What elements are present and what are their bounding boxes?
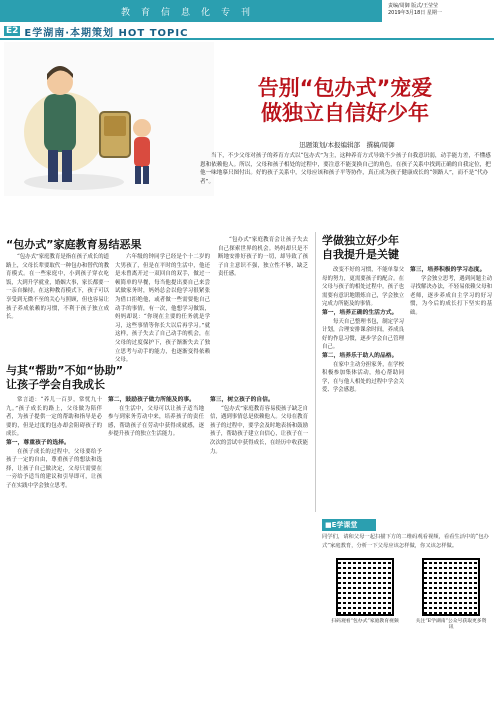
article1-para1: “包办式”家庭教育是指在孩子成长的道路上，父母长辈要取代一种包办和替代的教育模式。在一些家庭中，小到孩子穿衣吃饭，大到升学就业，婚姻大事，家长都要一一亲自操持。在这种教育模式下，孩子可以享受到无微不至的关心与照顾，但也容易让孩子养成依赖的习惯，不利于孩子独立成长。 <box>6 254 109 321</box>
article2-para3: “包办式”家庭教育容易使孩子缺乏自信，遇到事情总是依赖他人。父母在教育孩子的过程中，要学会及时地表扬和鼓励孩子，帮助孩子建立自信心，让孩子在一次次的尝试中获得成长，在经历中收获能力。 <box>210 405 308 455</box>
article2-lead: 常言道：“养儿一百岁，常忧九十九。”孩子成长的路上，父母做为陪伴者，为孩子提供一定的帮助和指导是必要的，但是过度的包办却会阻碍孩子的成长。 <box>6 397 102 438</box>
masthead-editor: 责编/周御 版式/王莹莹 <box>388 3 438 9</box>
article2-sub2: 第二，鼓励孩子做力所能及的事。 <box>108 397 195 403</box>
qr-code-icon[interactable] <box>422 558 480 616</box>
article2-para1: 在孩子成长的过程中，父母要给予孩子一定的自由，尊重孩子的想法和选择，让孩子自己做决定，父母只需要在一旁给予适当的建议和引导即可，让孩子在实践中学会独立思考。 <box>6 448 102 489</box>
article2-para2: 在生活中，父母可以让孩子适当地参与到家务劳动中来，培养孩子的责任感，帮助孩子在劳动中获得成就感，逐步提升孩子的独立生活能力。 <box>108 405 204 438</box>
article2-sub3: 第三，树立孩子的自信。 <box>210 397 274 403</box>
article1-col1 <box>6 253 109 331</box>
parent-child-illustration <box>4 42 214 196</box>
article1-para3: “包办式”家庭教育会让孩子失去自己探索世界的机会。妈妈却只是不断地安排好孩子的一切，却导致了孩子自主意识不强，独立性不够，缺乏责任感。 <box>218 237 308 278</box>
article3-title-line2: 自我提升是关键 <box>322 248 399 261</box>
article3-sub3: 第三，培养积极的学习态度。 <box>410 267 486 273</box>
e-classroom-heading: ■E学课堂 <box>322 519 376 531</box>
masthead-info <box>382 0 494 22</box>
column-divider <box>315 232 316 512</box>
intro-paragraph: 当下，不少父母对孩子的养育方式以“包办式”为主，这种养育方式导致不少孩子自我意识弱，动手能力差，不懂感恩和依赖他人。所以，父母和孩子相处的过程中，要注意不能变换自己的角色，在孩子关系中找到正确的自我定位，把他一味地摹只图付出。好的孩子关系中，父母应该和孩子平等协作，真正成为孩子健康成长的“领路人”，而不是“代办者”。 <box>200 153 491 185</box>
article1-col2 <box>115 253 210 364</box>
qr-block-1 <box>328 558 402 631</box>
article2-title <box>6 364 216 392</box>
article3-sub1: 第一，培养正确的生活方式。 <box>322 309 398 316</box>
article3-para3: 学会独立思考，遇到问题主动寻找解决办法，不轻易依赖父母和老师，逐步养成自主学习的好习惯，为今后的成长打下坚实的基础。 <box>410 275 492 316</box>
article2-col1 <box>6 396 102 708</box>
article1-col3 <box>218 236 308 348</box>
qr-caption-2: 关注“E学湖南”公众号获取更多资讯 <box>415 619 487 630</box>
headline-line-2: 做独立自信好少年 <box>261 101 429 125</box>
page-number: E2 <box>6 26 19 36</box>
article3-sub2: 第二，培养乐于助人的品格。 <box>322 352 398 359</box>
masthead-slogan: 教育信息化专刊 <box>0 0 382 22</box>
masthead-date: 2019年3月18日 星期一 <box>388 10 442 16</box>
e-classroom-text: 同学们，请和父母一起扫描下方的二维码观看视频，看看生活中的“包办式”家庭教育，分析一下父母应该怎样做，你又该怎样做。 <box>322 534 489 549</box>
article1-title: “包办式”家庭教育易结恶果 <box>6 238 142 251</box>
qr-caption-1: 扫码观看“包办式”家庭教育视频 <box>331 619 399 624</box>
feature-illustration <box>4 42 214 196</box>
article3-para1: 每天自己整理书包，制定学习计划，合理安排课余时间，养成良好的作息习惯，逐步学会自己管理自己。 <box>322 318 404 351</box>
masthead <box>0 0 494 22</box>
article3-para2: 在家中主动分担家务，在学校积极参加集体活动，热心帮助同学，在与他人相处的过程中学会关爱、学会感恩。 <box>322 361 404 394</box>
article2-col2 <box>108 396 204 708</box>
byline: 迅题策划/本报编辑部 撰稿/周御 <box>299 141 395 149</box>
article2-col3 <box>210 396 308 708</box>
headline-line-1: 告别“包办式”宠爱 <box>257 76 433 100</box>
article3-col1 <box>322 266 404 514</box>
qr-row <box>322 558 494 631</box>
qr-code-icon[interactable] <box>336 558 394 616</box>
section-title: E学湖南·本期策划 HOT TOPIC <box>24 27 189 39</box>
article1-para2: 六年级的钟同学已经是个十二岁的大男孩了，但是在平时的生活中，他还是未曾离开过一双回自的双手，做过一顿简单的早餐，每当他提出要自己来尝试做家务时，妈妈总会以他学习很紧张为借口拒绝他，或者做一些需要他自己动手的事情，有一次，他想学习做饭，妈妈却说：“你现在主要的任务就是学习，这些事情等你长大以后再学习。”就这样，孩子失去了自己动手的机会，在父母的过度保护下，孩子渐渐失去了独立思考与动手的能力，也逐渐变得依赖父母。 <box>115 254 210 364</box>
article3-title-line1: 学做独立好少年 <box>322 234 399 247</box>
section-header <box>0 24 494 40</box>
article2-title-line2: 让孩子学会自我成长 <box>6 378 105 391</box>
article2-sub1: 第一，尊重孩子的选择。 <box>6 439 70 446</box>
e-classroom-box <box>322 519 494 709</box>
article3-lead: 改变不好的习惯，不能单靠父母的努力，更需要孩子的配合。在父母与孩子的相处过程中，孩子也需要有意识地锻炼自己，学会独立完成力所能及的事情。 <box>322 267 404 308</box>
article2-title-line1: 与其“帮助”不如“协助” <box>6 364 123 377</box>
article3-title <box>322 234 492 262</box>
article3-col2 <box>410 266 492 514</box>
headline <box>196 76 494 126</box>
qr-block-2 <box>414 558 488 631</box>
